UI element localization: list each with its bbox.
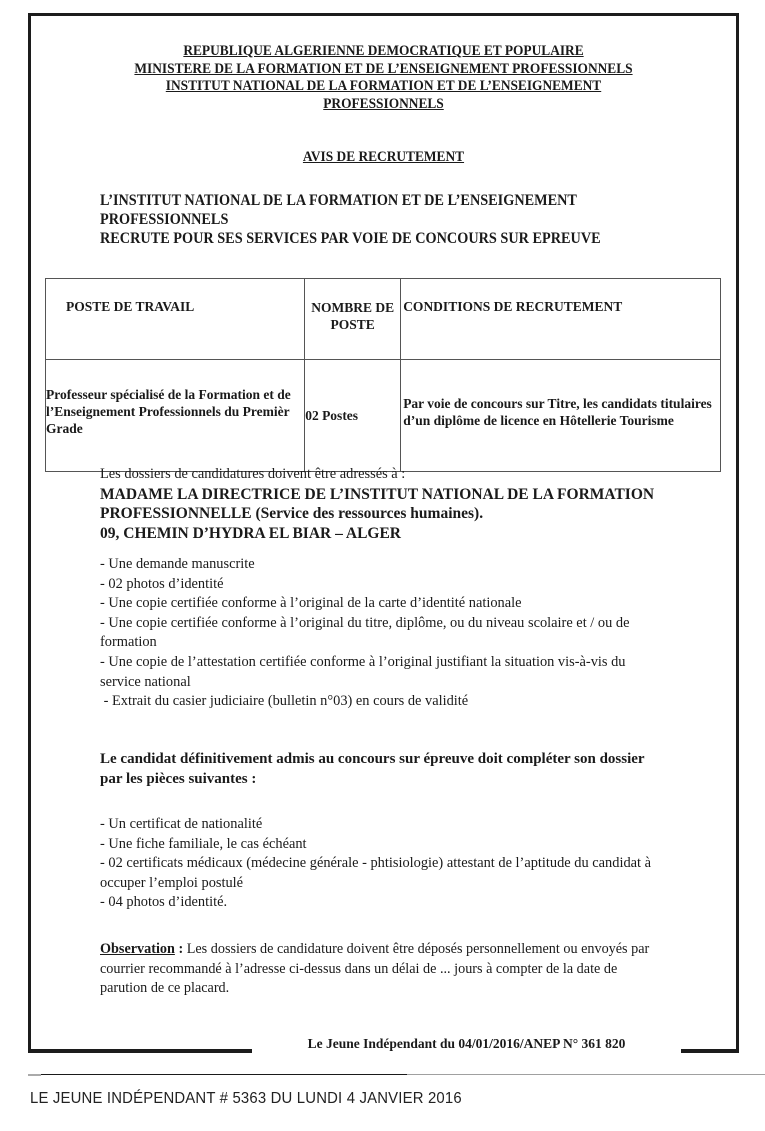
column-header-nombre: NOMBRE DE POSTE (305, 279, 401, 360)
final-heading-block (100, 750, 665, 789)
footer-rule-start (28, 1074, 41, 1076)
list-item: - Une fiche familiale, le cas échéant (100, 835, 307, 852)
addressee-line: MADAME LA DIRECTRICE DE L’INSTITUT NATIONAL DE LA FORMATION (100, 485, 655, 503)
intro-block (100, 191, 670, 248)
observation-block (100, 940, 665, 999)
header-line: PROFESSIONNELS (323, 95, 444, 112)
list-item: - Une copie certifiée conforme à l’original du titre, diplôme, ou du niveau scolaire et / ou de formation (100, 614, 630, 651)
official-header (56, 43, 712, 113)
footer-rule-light (407, 1074, 765, 1075)
addressee-line: PROFESSIONNELLE (Service des ressources humaines). (100, 505, 484, 523)
header-line: INSTITUT NATIONAL DE LA FORMATION ET DE L’ENSEIGNEMENT (165, 78, 602, 94)
intro-line: RECRUTE POUR SES SERVICES PAR VOIE DE CONCOURS SUR EPREUVE (100, 230, 601, 247)
header-line: MINISTERE DE LA FORMATION ET DE L’ENSEIGNEMENT PROFESSIONNELS (134, 60, 633, 77)
required-documents-list (100, 555, 665, 712)
final-documents-list (100, 815, 665, 913)
list-item: - Un certificat de nationalité (100, 816, 263, 832)
list-item: - Une copie certifiée conforme à l’original de la carte d’identité nationale (100, 595, 522, 612)
intro-line: PROFESSIONNELS (100, 211, 229, 228)
frame-border-right (736, 13, 739, 1053)
final-heading: Le candidat définitivement admis au concours sur épreuve doit compléter son dossier par les pièces suivantes : (100, 751, 645, 787)
publication-signature: Le Jeune Indépendant du 04/01/2016/ANEP N° 361 820 (307, 1036, 626, 1051)
table-row (46, 360, 721, 472)
list-item: - 02 certificats médicaux (médecine générale - phtisiologie) attestant de l’aptitude du candidat à occuper l’emploi postulé (100, 855, 652, 891)
intro-line: L’INSTITUT NATIONAL DE LA FORMATION ET DE L’ENSEIGNEMENT (100, 192, 577, 209)
cell-conditions: Par voie de concours sur Titre, les candidats titulaires d’un diplôme de licence en Hôtellerie Tourisme (401, 360, 721, 472)
list-item: - 04 photos d’identité. (100, 894, 228, 911)
frame-border-bottom-left (28, 1049, 252, 1053)
positions-table (45, 278, 721, 472)
newspaper-footer: LE JEUNE INDÉPENDANT # 5363 DU LUNDI 4 JANVIER 2016 (30, 1090, 462, 1107)
footer-rule-dark (41, 1074, 407, 1075)
application-address-block (100, 465, 665, 543)
address-line: 09, CHEMIN D’HYDRA EL BIAR – ALGER (100, 524, 401, 542)
column-header-conditions: CONDITIONS DE RECRUTEMENT (401, 279, 721, 360)
frame-border-left (28, 13, 31, 1053)
observation-text: Les dossiers de candidature doivent être déposés personnellement ou envoyés par courrier recommandé à l’adresse ci-dessus dans un délai de ... jours à compter de la date de parution de ce placard. (100, 941, 650, 997)
list-item: - 02 photos d’identité (100, 575, 224, 592)
notice-title: AVIS DE RECRUTEMENT (302, 149, 465, 165)
list-item: - Une demande manuscrite (100, 556, 255, 572)
cell-nombre: 02 Postes (305, 360, 401, 472)
frame-border-bottom-right (681, 1049, 739, 1053)
header-line: REPUBLIQUE ALGERIENNE DEMOCRATIQUE ET POPULAIRE (183, 43, 584, 59)
frame-border-top (28, 13, 739, 16)
cell-poste: Professeur spécialisé de la Formation et de l’Enseignement Professionnels du Premièr Grade (46, 360, 305, 472)
list-item: - Extrait du casier judiciaire (bulletin n°03) en cours de validité (100, 693, 469, 710)
column-header-poste: POSTE DE TRAVAIL (46, 279, 305, 360)
table-header-row (46, 279, 721, 360)
observation-label: Observation : (100, 941, 187, 957)
list-item: - Une copie de l’attestation certifiée conforme à l’original justifiant la situation vis-à-vis du service national (100, 653, 626, 690)
application-intro: Les dossiers de candidatures doivent être adressés à : (100, 466, 406, 482)
